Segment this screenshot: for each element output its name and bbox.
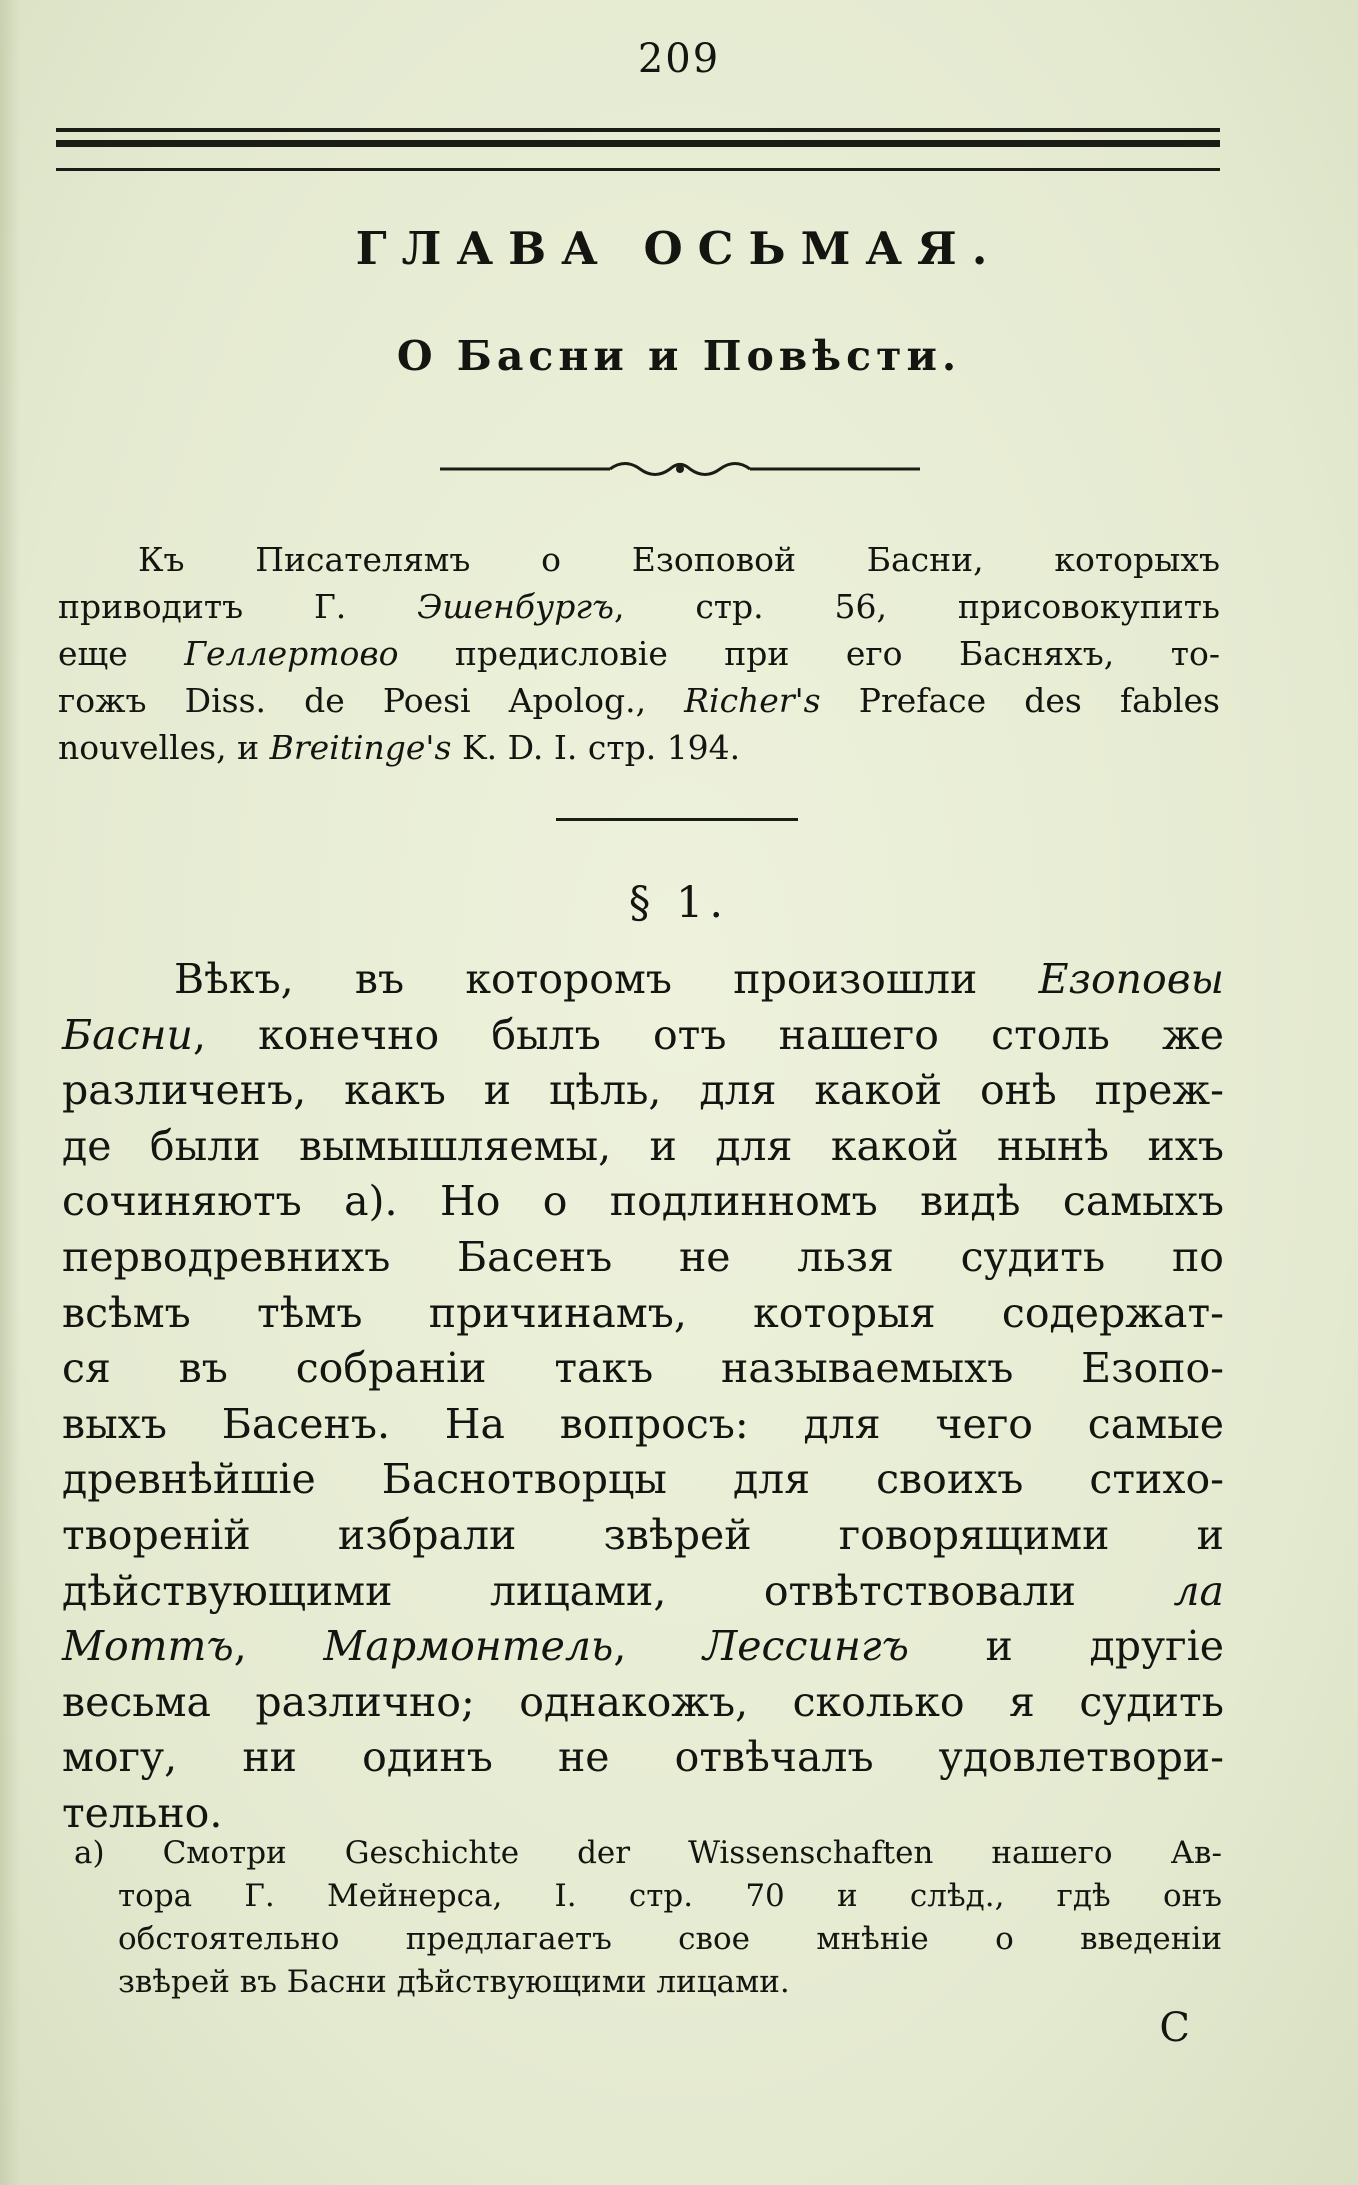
catchword: С (1159, 2005, 1190, 2051)
text-line: весьма различно; однакожъ, сколько я судить (62, 1677, 1224, 1726)
text-line: гожъ Diss. de Poesi Apolog., Richer's Preface des fables (58, 681, 1220, 720)
chapter-title: ГЛАВА ОСЬМАЯ. (355, 222, 1003, 275)
text-line: твореній избрали звѣрей говорящими и (62, 1510, 1224, 1559)
page-number: 209 (637, 36, 721, 82)
section-mark: § 1. (628, 878, 730, 928)
footnote-line: тора Г. Мейнерса, I. стр. 70 и слѣд., гдѣ онъ (118, 1878, 1222, 1914)
section-divider (556, 818, 798, 821)
text-line: дѣйствующими лицами, отвѣтствовали ла (62, 1566, 1224, 1615)
text-line: еще Геллертово предисловіе при его Басняхъ, то- (58, 634, 1220, 673)
text-line: де были вымышляемы, и для какой нынѣ ихъ (62, 1121, 1224, 1170)
text-line: ся въ собраніи такъ называемыхъ Езопо- (62, 1344, 1224, 1393)
text-line: Моттъ, Мармонтель, Лессингъ и другіе (62, 1622, 1224, 1671)
text-line: всѣмъ тѣмъ причинамъ, которыя содержат- (62, 1288, 1224, 1337)
text-line: приводитъ Г. Эшенбургъ, стр. 56, присовокупить (58, 587, 1220, 626)
text-line: сочиняютъ a). Но о подлинномъ видѣ самыхъ (62, 1177, 1224, 1226)
text-line: перводревнихъ Басенъ не льзя судить по (62, 1232, 1224, 1281)
ornament-divider-icon (440, 456, 920, 482)
text-line: nouvelles, и Breitinge's K. D. I. стр. 194. (58, 728, 741, 767)
text-line: выхъ Басенъ. На вопросъ: для чего самые (62, 1399, 1224, 1448)
footnote (66, 1832, 1222, 2004)
header-rule (56, 140, 1220, 147)
intro-note (58, 536, 1220, 771)
footnote-line: a) Смотри Geschichte der Wissenschaften нашего Ав- (74, 1835, 1222, 1871)
chapter-subtitle: О Басни и Повѣсти. (396, 332, 962, 380)
header-rule (56, 128, 1220, 132)
text-line: Вѣкъ, въ которомъ произошли Езоповы (174, 955, 1224, 1003)
text-line: различенъ, какъ и цѣль, для какой онѣ преж- (62, 1066, 1224, 1115)
footnote-line: обстоятельно предлагаетъ свое мнѣніе о введеніи (118, 1921, 1222, 1957)
text-line: могу, ни одинъ не отвѣчалъ удовлетвори- (62, 1733, 1224, 1782)
text-line: Къ Писателямъ о Езоповой Басни, которыхъ (138, 540, 1220, 579)
header-rule (56, 168, 1220, 171)
text-line: древнѣйшіе Баснотворцы для своихъ стихо- (62, 1455, 1224, 1504)
text-line: тельно. (62, 1788, 223, 1837)
footnote-line: звѣрей въ Басни дѣйствующими лицами. (118, 1964, 790, 2000)
text-line: Басни, конечно былъ отъ нашего столь же (62, 1010, 1224, 1059)
gutter-shadow (0, 0, 20, 2185)
body-paragraph (62, 952, 1224, 1842)
